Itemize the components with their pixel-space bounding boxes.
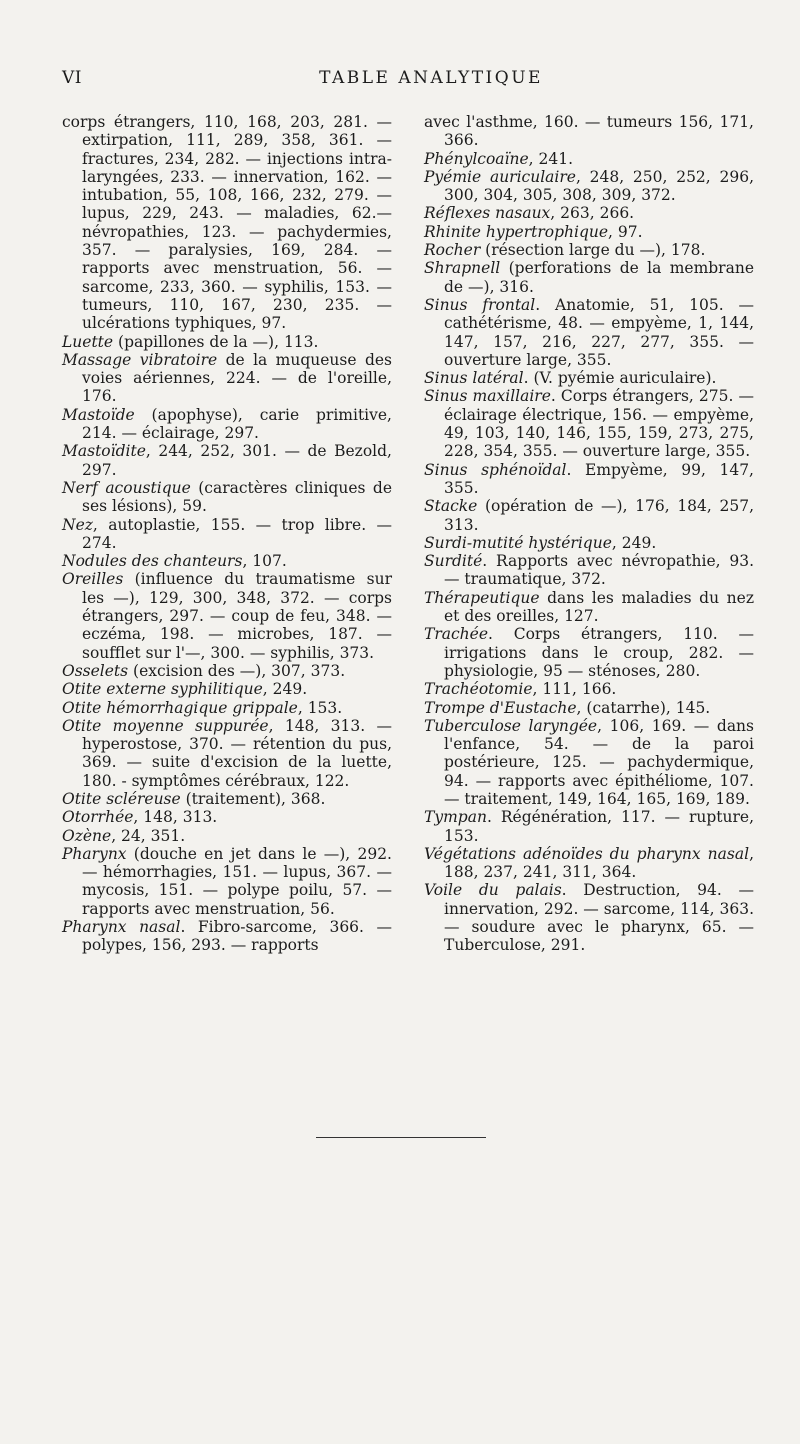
index-references: , 263, 266. xyxy=(550,204,635,223)
index-term: Oreilles xyxy=(62,570,124,589)
index-references: (caractères cliniques de ses lésions), 59. xyxy=(82,478,392,516)
index-references: , 106, 169. — dans l'enfance, 54. — de la paroi postérieure, 125. — pachydermique, 94. — rapports avec épithéliome, 107. — traitement, 149, 164, 165, 169, 189. xyxy=(444,716,754,808)
index-term: Otite externe syphilitique xyxy=(62,680,263,699)
index-entry xyxy=(424,589,754,626)
end-rule xyxy=(316,1137,486,1138)
index-entry xyxy=(424,168,754,205)
index-references: (opération de —), 176, 184, 257, 313. xyxy=(444,497,754,534)
index-references: , 188, 237, 241, 311, 364. xyxy=(444,844,754,882)
index-references: , 241. xyxy=(528,149,574,168)
index-term: Stacke xyxy=(424,497,478,516)
index-references: . Fibro-sarcome, 366. — polypes, 156, 293. — rapports xyxy=(82,918,392,955)
index-entry xyxy=(62,808,392,826)
index-term: Massage vibratoire xyxy=(62,350,218,369)
index-term: Surdité xyxy=(424,552,483,571)
index-entry xyxy=(424,296,754,369)
running-title: TABLE ANALYTIQUE xyxy=(319,68,543,88)
index-term: Sinus sphénoïdal xyxy=(424,460,567,479)
index-references: (traitement), 368. xyxy=(180,789,326,808)
index-references: (résection large du —), 178. xyxy=(480,241,706,260)
index-entry xyxy=(424,241,754,259)
index-entry xyxy=(62,699,392,717)
index-references: . Empyème, 99, 147, 355. xyxy=(444,460,754,497)
index-term: Otite moyenne suppurée xyxy=(62,716,269,735)
index-term: Pharynx nasal xyxy=(62,918,181,937)
index-entry xyxy=(424,699,754,717)
index-entry xyxy=(424,808,754,845)
index-term: Sinus maxillaire xyxy=(424,387,551,406)
index-entry xyxy=(62,717,392,790)
index-term: Tympan xyxy=(424,808,487,827)
index-entry xyxy=(424,461,754,498)
index-entry xyxy=(62,662,392,680)
index-term: Réflexes nasaux xyxy=(424,204,551,223)
index-references: . Régénération, 117. — rupture, 153. xyxy=(444,808,754,845)
index-references: . Rapports avec névropathie, 93. — traumatique, 372. xyxy=(444,552,754,589)
index-term: Voile du palais xyxy=(424,881,562,900)
index-term: Mastoïdite xyxy=(62,442,146,461)
index-term: Mastoïde xyxy=(62,405,135,424)
index-references: , 244, 252, 301. — de Bezold, 297. xyxy=(82,442,392,479)
index-references: . Corps étrangers, 275. — éclairage électrique, 156. — empyème, 49, 103, 140, 146, 155, 159, 273, 275, 228, 354, 355. — ouverture large, 355. xyxy=(444,387,755,461)
index-entry xyxy=(424,223,754,241)
index-entry xyxy=(424,113,754,150)
index-references: . Destruction, 94. — innervation, 292. — sarcome, 114, 363. — soudure avec le pharynx, 65. — Tuberculose, 291. xyxy=(444,881,755,955)
index-term: Pharynx xyxy=(62,844,127,863)
index-references: (papillones de la —), 113. xyxy=(113,332,319,351)
index-term: Nez xyxy=(62,515,93,534)
index-term: Rocher xyxy=(424,241,481,260)
index-references: corps étrangers, 110, 168, 203, 281. — extirpation, 111, 289, 358, 361. — fractures, 234, 282. — injections intra-laryngées, 233. — innervation, 162. — intubation, 55, 108, 166, 232, 279. — lupus, 229, 243. — maladies, 62.— névropathies, 123. — pachydermies, 357. — paralysies, 169, 284. — rapports avec menstruation, 56. — sarcome, 233, 360. — syphilis, 153. — tumeurs, 110, 167, 230, 235. — ulcérations typhiques, 97. xyxy=(62,113,392,333)
index-term: Végétations adénoïdes du pharynx nasal xyxy=(424,844,750,863)
index-term: Sinus frontal xyxy=(424,295,536,314)
index-term: Sinus latéral xyxy=(424,369,524,388)
index-entry xyxy=(424,534,754,552)
index-term: Surdi-mutité hystérique xyxy=(424,533,612,552)
index-entry xyxy=(62,790,392,808)
index-references: , 107. xyxy=(242,552,287,571)
index-references: (influence du traumatisme sur les —), 129, 300, 348, 372. — corps étrangers, 297. — coup de feu, 348. — eczéma, 198. — microbes, 187. — soufflet sur l'—, 300. — syphilis, 373. xyxy=(82,570,392,662)
index-references: (perforations de la membrane de —), 316. xyxy=(444,259,754,296)
right-column xyxy=(424,113,754,955)
index-references: avec l'asthme, 160. — tumeurs 156, 171, 366. xyxy=(424,113,754,150)
index-references: , (catarrhe), 145. xyxy=(576,698,711,717)
index-entry xyxy=(62,516,392,553)
index-entry xyxy=(62,680,392,698)
index-entry xyxy=(62,827,392,845)
index-references: (excision des —), 307, 373. xyxy=(128,661,346,680)
index-entry xyxy=(62,351,392,406)
index-entry xyxy=(424,497,754,534)
index-references: . Corps étrangers, 110. — irrigations dans le croup, 282. — physiologie, 95 — sténoses, 280. xyxy=(444,625,754,680)
index-term: Nerf acoustique xyxy=(62,478,191,497)
index-entry xyxy=(424,717,754,808)
index-references: dans les maladies du nez et des oreilles, 127. xyxy=(444,588,754,626)
index-term: Nodules des chanteurs xyxy=(62,552,243,571)
index-term: Ozène xyxy=(62,826,112,845)
index-references: (apophyse), carie primitive, 214. — éclairage, 297. xyxy=(82,405,392,443)
index-entry xyxy=(62,442,392,479)
index-references: , 24, 351. xyxy=(111,826,186,845)
index-entry xyxy=(424,369,754,387)
index-references: , 148, 313. xyxy=(133,808,218,827)
index-references: , autoplastie, 155. — trop libre. — 274. xyxy=(82,515,392,552)
index-entry xyxy=(62,479,392,516)
index-term: Tuberculose laryngée xyxy=(424,716,598,735)
index-references: , 153. xyxy=(297,698,343,717)
index-entry xyxy=(62,333,392,351)
index-term: Osselets xyxy=(62,661,129,680)
page-header xyxy=(62,68,760,98)
index-entry xyxy=(424,881,754,954)
index-references: (douche en jet dans le —), 292. — hémorrhagies, 151. — lupus, 367. — mycosis, 151. — polype poilu, 57. — rapports avec menstruation, 56. xyxy=(82,844,392,918)
index-entry xyxy=(424,387,754,460)
index-term: Otite hémorrhagique grippale xyxy=(62,698,298,717)
index-term: Trompe d'Eustache xyxy=(424,698,577,717)
index-columns xyxy=(0,113,800,1093)
index-references: , 249. xyxy=(611,533,657,552)
index-term: Phénylcoaïne xyxy=(424,149,529,168)
index-entry xyxy=(424,680,754,698)
index-entry xyxy=(62,570,392,661)
index-term: Pyémie auriculaire xyxy=(424,167,576,186)
index-references: . (V. pyémie auriculaire). xyxy=(523,369,717,388)
page-number: VI xyxy=(62,68,82,88)
index-term: Otorrhée xyxy=(62,808,134,827)
index-references: , 111, 166. xyxy=(532,680,617,699)
index-entry xyxy=(424,150,754,168)
index-references: , 148, 313. — hyperostose, 370. — rétention du pus, 369. — suite d'excision de la luette, 180. - symptômes cérébraux, 122. xyxy=(82,716,393,790)
index-term: Luette xyxy=(62,332,114,351)
index-term: Thérapeutique xyxy=(424,588,540,607)
index-entry xyxy=(424,552,754,589)
index-term: Shrapnell xyxy=(424,259,501,278)
index-term: Trachée xyxy=(424,625,488,644)
index-entry xyxy=(62,918,392,955)
index-entry xyxy=(62,845,392,918)
index-entry xyxy=(62,406,392,443)
index-entry xyxy=(424,204,754,222)
index-entry xyxy=(424,625,754,680)
index-references: , 249. xyxy=(262,680,308,699)
index-entry xyxy=(424,845,754,882)
index-references: . Anatomie, 51, 105. — cathétérisme, 48. — empyème, 1, 144, 147, 157, 216, 227, 277, 355. — ouverture large, 355. xyxy=(444,295,755,369)
index-entry xyxy=(62,113,392,333)
index-term: Rhinite hypertrophique xyxy=(424,222,609,241)
index-references: de la muqueuse des voies aériennes, 224. — de l'oreille, 176. xyxy=(82,350,392,406)
index-references: , 97. xyxy=(608,222,643,241)
index-term: Otite scléreuse xyxy=(62,789,181,808)
index-entry xyxy=(424,259,754,296)
index-entry xyxy=(62,552,392,570)
index-references: , 248, 250, 252, 296, 300, 304, 305, 308, 309, 372. xyxy=(444,167,754,205)
index-term: Trachéotomie xyxy=(424,680,533,699)
left-column xyxy=(62,113,392,955)
